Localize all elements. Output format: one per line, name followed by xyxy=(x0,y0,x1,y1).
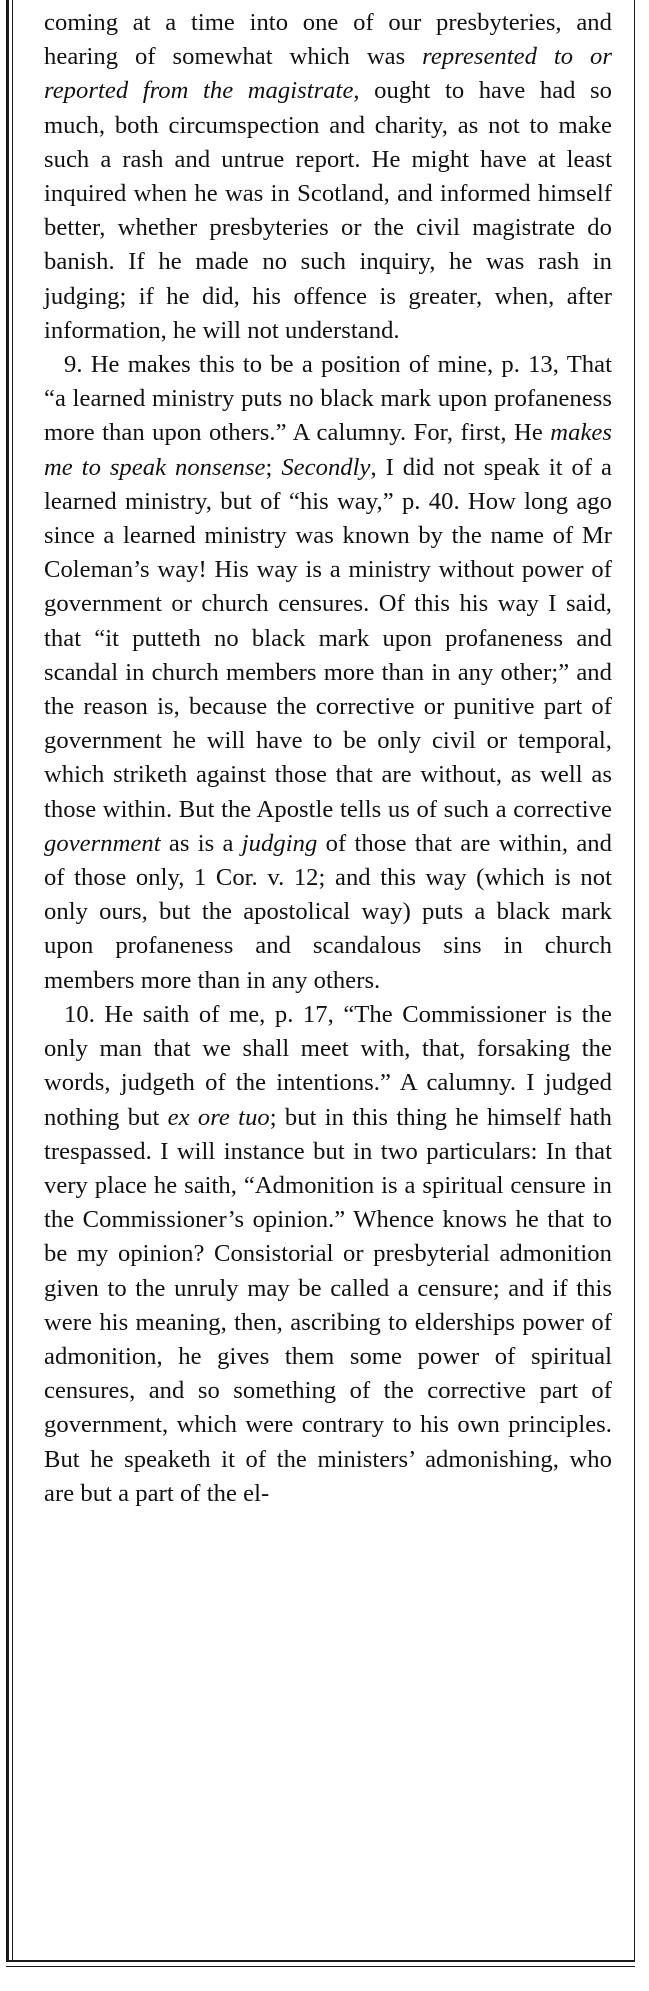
italic-run: judging xyxy=(241,829,318,857)
text-run: as is a xyxy=(160,829,242,857)
italic-run: government xyxy=(44,829,161,857)
text-run: , I did not speak it of a learned ministry, but of “his way,” p. 40. How long ago since a learned ministry was known by the name of Mr Coleman’s way! His way is a ministry without power of government or church censures. Of this his way I said, that “it putteth no black mark upon profaneness and scandal in church members more than in any other;” and the reason is, because the corrective or punitive part of government he will have to be only civil or temporal, which striketh against those that are without, as well as those within. But the Apostle tells us of such a corrective xyxy=(44,453,612,823)
paragraph-continuation xyxy=(44,6,612,348)
italic-run: represented to or reported from the magistrate xyxy=(44,43,612,105)
text-run: , ought to have had so much, both circumspection and charity, as not to make such a rash and untrue report. He might have at least inquired when he was in Scotland, and informed himself better, whether presbyteries or the civil magistrate do banish. If he made no such inquiry, he was rash in judging; if he did, his offence is greater, when, after information, he will not understand. xyxy=(44,77,612,344)
text-run: of those that are within, and of those only, 1 Cor. v. 12; and this way (which is not only ours, but the apostolical way) puts a black mark upon profaneness and scandalous sins in church members more than in any others. xyxy=(44,829,613,994)
text-run: 10. He saith of me, p. 17, “The Commissioner is the only man that we shall meet with, that, forsaking the words, judgeth of the intentions.” A calumny. I judged nothing but xyxy=(44,1000,612,1131)
text-run: ; but in this thing he himself hath trespassed. I will instance but in two particulars: In that very place he saith, “Admonition is a spiritual censure in the Commissioner’s opinion.” Whence knows he that to be my opinion? Consistorial or presbyterial admonition given to the unruly may be called a censure; and if this were his meaning, then, ascribing to elderships power of admonition, he gives them some power of spiritual censures, and so something of the corrective part of government, which were contrary to his own principles. But he speaketh it of the ministers’ admonishing, who are but a part of the el- xyxy=(44,1103,612,1507)
text-column xyxy=(44,6,612,1511)
right-column-rule xyxy=(634,0,635,1960)
italic-run: Secondly xyxy=(281,453,371,481)
text-run: 9. He makes this to be a position of mine, p. 13, That “a learned ministry puts no black mark upon profaneness more than upon others.” A calumny. For, first, He xyxy=(44,351,612,447)
italic-run: makes me to speak nonsense xyxy=(44,419,612,481)
paragraph-item-9 xyxy=(44,348,612,998)
bottom-rule-thin xyxy=(6,1966,635,1967)
bottom-rule-thick xyxy=(6,1960,635,1962)
left-double-rule-outer xyxy=(6,0,9,1960)
left-double-rule-inner xyxy=(12,0,13,1960)
paragraph-item-10 xyxy=(44,998,612,1511)
italic-run: ex ore tuo xyxy=(167,1103,270,1131)
text-run: coming at a time into one of our presbyteries, and hearing of somewhat which was xyxy=(44,9,612,71)
text-run: ; xyxy=(265,453,282,481)
